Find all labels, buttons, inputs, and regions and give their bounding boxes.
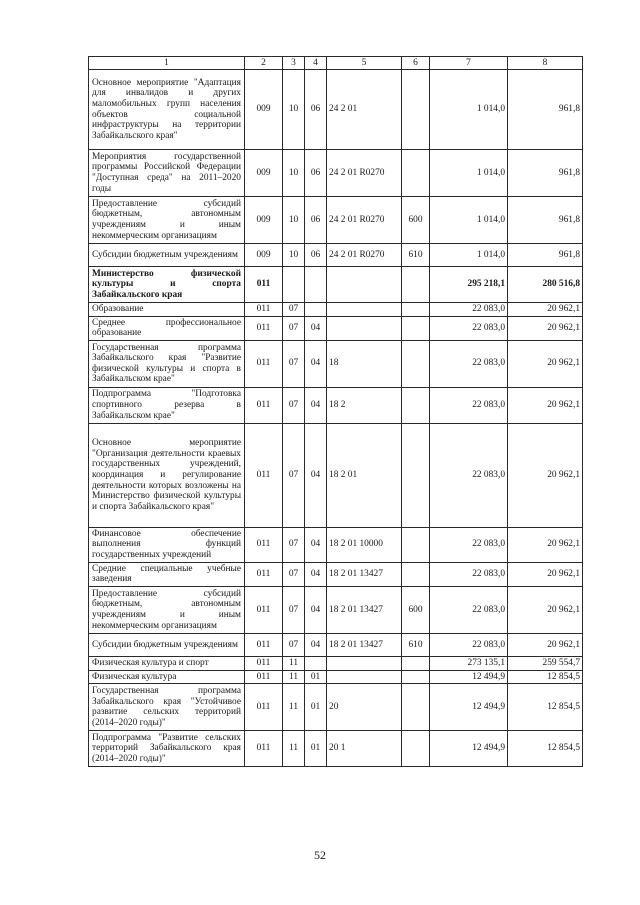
row-target-article: 20: [327, 684, 402, 731]
row-section: 11: [283, 684, 305, 731]
row-admin-code: 009: [245, 244, 283, 267]
row-subsection: 04: [305, 340, 327, 387]
row-amount-planned: 12 494,9: [430, 684, 508, 731]
row-amount-executed: 20 962,1: [508, 316, 583, 340]
row-target-article: 24 2 01: [327, 70, 402, 150]
row-amount-planned: 22 083,0: [430, 303, 508, 317]
row-amount-planned: 1 014,0: [430, 197, 508, 244]
table-row: [89, 586, 583, 633]
row-admin-code: 011: [245, 423, 283, 527]
row-section: 07: [283, 316, 305, 340]
row-admin-code: 011: [245, 670, 283, 684]
row-admin-code: 011: [245, 684, 283, 731]
row-amount-planned: 22 083,0: [430, 387, 508, 423]
row-amount-executed: 280 516,8: [508, 267, 583, 303]
row-expense-type: [402, 423, 430, 527]
table-row: [89, 656, 583, 670]
row-target-article: [327, 656, 402, 670]
row-name: Образование: [89, 303, 245, 317]
table-row: [89, 340, 583, 387]
row-section: 11: [283, 731, 305, 767]
header-cell-6: 6: [402, 57, 430, 70]
row-expense-type: [402, 316, 430, 340]
row-admin-code: 009: [245, 70, 283, 150]
table-row: [89, 670, 583, 684]
row-name: Субсидии бюджетным учреждениям: [89, 244, 245, 267]
row-name: Подпрограмма "Развитие сельских территорий Забайкальского края (2014–2020 годы)": [89, 731, 245, 767]
row-section: 07: [283, 562, 305, 586]
row-amount-executed: 12 854,5: [508, 731, 583, 767]
row-name: Физическая культура: [89, 670, 245, 684]
row-admin-code: 011: [245, 267, 283, 303]
row-expense-type: [402, 684, 430, 731]
row-section: 07: [283, 527, 305, 562]
row-amount-executed: 20 962,1: [508, 527, 583, 562]
row-section: 10: [283, 197, 305, 244]
row-expense-type: 610: [402, 244, 430, 267]
row-amount-planned: 22 083,0: [430, 423, 508, 527]
row-subsection: 04: [305, 586, 327, 633]
row-amount-executed: 12 854,5: [508, 670, 583, 684]
row-section: 07: [283, 586, 305, 633]
header-row: [89, 57, 583, 70]
row-amount-executed: 20 962,1: [508, 562, 583, 586]
row-amount-executed: 12 854,5: [508, 684, 583, 731]
row-admin-code: 011: [245, 656, 283, 670]
row-target-article: [327, 670, 402, 684]
row-name: Предоставление субсидий бюджетным, автономным учреждениям и иным некоммерческим организациям: [89, 586, 245, 633]
table-row: [89, 70, 583, 150]
header-cell-8: 8: [508, 57, 583, 70]
row-target-article: 24 2 01 R0270: [327, 150, 402, 197]
row-admin-code: 011: [245, 387, 283, 423]
row-admin-code: 011: [245, 586, 283, 633]
row-name: Средние специальные учебные заведения: [89, 562, 245, 586]
row-amount-executed: 20 962,1: [508, 303, 583, 317]
row-subsection: [305, 267, 327, 303]
row-expense-type: [402, 387, 430, 423]
row-subsection: 01: [305, 731, 327, 767]
row-amount-planned: 1 014,0: [430, 70, 508, 150]
row-amount-planned: 22 083,0: [430, 340, 508, 387]
row-amount-executed: 20 962,1: [508, 586, 583, 633]
row-section: 10: [283, 244, 305, 267]
row-expense-type: [402, 267, 430, 303]
row-section: 07: [283, 340, 305, 387]
row-amount-executed: 961,8: [508, 150, 583, 197]
row-admin-code: 011: [245, 316, 283, 340]
row-section: 07: [283, 387, 305, 423]
row-amount-planned: 295 218,1: [430, 267, 508, 303]
row-amount-executed: 20 962,1: [508, 340, 583, 387]
row-expense-type: [402, 527, 430, 562]
table-row: [89, 423, 583, 527]
row-target-article: 18 2 01 13427: [327, 633, 402, 656]
row-amount-planned: 1 014,0: [430, 244, 508, 267]
row-target-article: 18 2 01: [327, 423, 402, 527]
header-cell-7: 7: [430, 57, 508, 70]
row-admin-code: 011: [245, 303, 283, 317]
page-number: 52: [314, 848, 326, 862]
row-target-article: 18 2 01 13427: [327, 562, 402, 586]
row-target-article: [327, 303, 402, 317]
table-row: [89, 731, 583, 767]
row-amount-executed: 20 962,1: [508, 387, 583, 423]
row-name: Основное мероприятие "Адаптация для инвалидов и других маломобильных групп населения объектов социальной инфраструктуры на территории Забайкальского края": [89, 70, 245, 150]
row-expense-type: [402, 731, 430, 767]
table-row: [89, 244, 583, 267]
budget-table-container: [88, 56, 582, 767]
table-row: [89, 150, 583, 197]
table-row: [89, 197, 583, 244]
row-subsection: 06: [305, 70, 327, 150]
row-expense-type: [402, 340, 430, 387]
row-subsection: 06: [305, 244, 327, 267]
row-name: Предоставление субсидий бюджетным, автономным учреждениям и иным некоммерческим организациям: [89, 197, 245, 244]
row-amount-executed: 961,8: [508, 197, 583, 244]
row-subsection: 01: [305, 670, 327, 684]
row-name: Министерство физической культуры и спорта Забайкальского края: [89, 267, 245, 303]
row-target-article: 20 1: [327, 731, 402, 767]
row-name: Среднее профессиональное образование: [89, 316, 245, 340]
header-cell-4: 4: [305, 57, 327, 70]
row-subsection: 06: [305, 197, 327, 244]
row-subsection: 04: [305, 562, 327, 586]
row-amount-executed: 961,8: [508, 244, 583, 267]
row-name: Основное мероприятие "Организация деятельности краевых государственных учреждений, координация и регулирование деятельности которых возложены на Министерство физической культуры и спорта Забайкальского края": [89, 423, 245, 527]
row-section: 10: [283, 70, 305, 150]
row-expense-type: [402, 70, 430, 150]
budget-table: [88, 56, 583, 767]
table-row: [89, 633, 583, 656]
row-name: Физическая культура и спорт: [89, 656, 245, 670]
row-admin-code: 011: [245, 340, 283, 387]
row-section: [283, 267, 305, 303]
row-target-article: 18: [327, 340, 402, 387]
row-amount-executed: 961,8: [508, 70, 583, 150]
row-expense-type: 600: [402, 197, 430, 244]
row-amount-planned: 22 083,0: [430, 562, 508, 586]
row-subsection: [305, 303, 327, 317]
row-admin-code: 011: [245, 527, 283, 562]
row-section: 07: [283, 633, 305, 656]
row-admin-code: 011: [245, 633, 283, 656]
row-amount-planned: 273 135,1: [430, 656, 508, 670]
row-amount-planned: 22 083,0: [430, 633, 508, 656]
row-amount-executed: 20 962,1: [508, 633, 583, 656]
row-subsection: 04: [305, 633, 327, 656]
row-expense-type: [402, 656, 430, 670]
row-target-article: 18 2 01 13427: [327, 586, 402, 633]
table-row: [89, 684, 583, 731]
row-target-article: 18 2 01 10000: [327, 527, 402, 562]
row-expense-type: 610: [402, 633, 430, 656]
table-row: [89, 267, 583, 303]
table-header: [89, 57, 583, 70]
row-name: Мероприятия государственной программы Российской Федерации "Доступная среда" на 2011–2020 годы: [89, 150, 245, 197]
row-expense-type: [402, 670, 430, 684]
row-expense-type: [402, 562, 430, 586]
row-target-article: 18 2: [327, 387, 402, 423]
row-amount-planned: 12 494,9: [430, 670, 508, 684]
header-cell-3: 3: [283, 57, 305, 70]
row-admin-code: 011: [245, 731, 283, 767]
row-name: Государственная программа Забайкальского края "Устойчивое развитие сельских территорий (2014–2020 годы)": [89, 684, 245, 731]
row-amount-planned: 12 494,9: [430, 731, 508, 767]
row-admin-code: 009: [245, 150, 283, 197]
row-section: 07: [283, 303, 305, 317]
row-subsection: 04: [305, 527, 327, 562]
row-subsection: [305, 656, 327, 670]
row-admin-code: 009: [245, 197, 283, 244]
row-subsection: 06: [305, 150, 327, 197]
row-subsection: 04: [305, 316, 327, 340]
row-expense-type: 600: [402, 586, 430, 633]
row-amount-planned: 1 014,0: [430, 150, 508, 197]
row-amount-planned: 22 083,0: [430, 586, 508, 633]
row-subsection: 04: [305, 423, 327, 527]
row-subsection: 04: [305, 387, 327, 423]
row-expense-type: [402, 303, 430, 317]
row-target-article: 24 2 01 R0270: [327, 244, 402, 267]
table-row: [89, 303, 583, 317]
header-cell-2: 2: [245, 57, 283, 70]
row-target-article: [327, 316, 402, 340]
table-row: [89, 316, 583, 340]
row-name: Финансовое обеспечение выполнения функций государственных учреждений: [89, 527, 245, 562]
header-cell-1: 1: [89, 57, 245, 70]
row-name: Субсидии бюджетным учреждениям: [89, 633, 245, 656]
header-cell-5: 5: [327, 57, 402, 70]
table-row: [89, 387, 583, 423]
row-target-article: 24 2 01 R0270: [327, 197, 402, 244]
row-amount-executed: 20 962,1: [508, 423, 583, 527]
table-row: [89, 527, 583, 562]
row-admin-code: 011: [245, 562, 283, 586]
row-section: 07: [283, 423, 305, 527]
row-target-article: [327, 267, 402, 303]
row-expense-type: [402, 150, 430, 197]
row-subsection: 01: [305, 684, 327, 731]
row-name: Подпрограмма "Подготовка спортивного резерва в Забайкальском крае": [89, 387, 245, 423]
row-amount-planned: 22 083,0: [430, 316, 508, 340]
row-amount-planned: 22 083,0: [430, 527, 508, 562]
row-section: 10: [283, 150, 305, 197]
row-name: Государственная программа Забайкальского края "Развитие физической культуры и спорта в Забайкальском крае": [89, 340, 245, 387]
table-body: [89, 70, 583, 767]
row-amount-executed: 259 554,7: [508, 656, 583, 670]
row-section: 11: [283, 656, 305, 670]
table-row: [89, 562, 583, 586]
row-section: 11: [283, 670, 305, 684]
